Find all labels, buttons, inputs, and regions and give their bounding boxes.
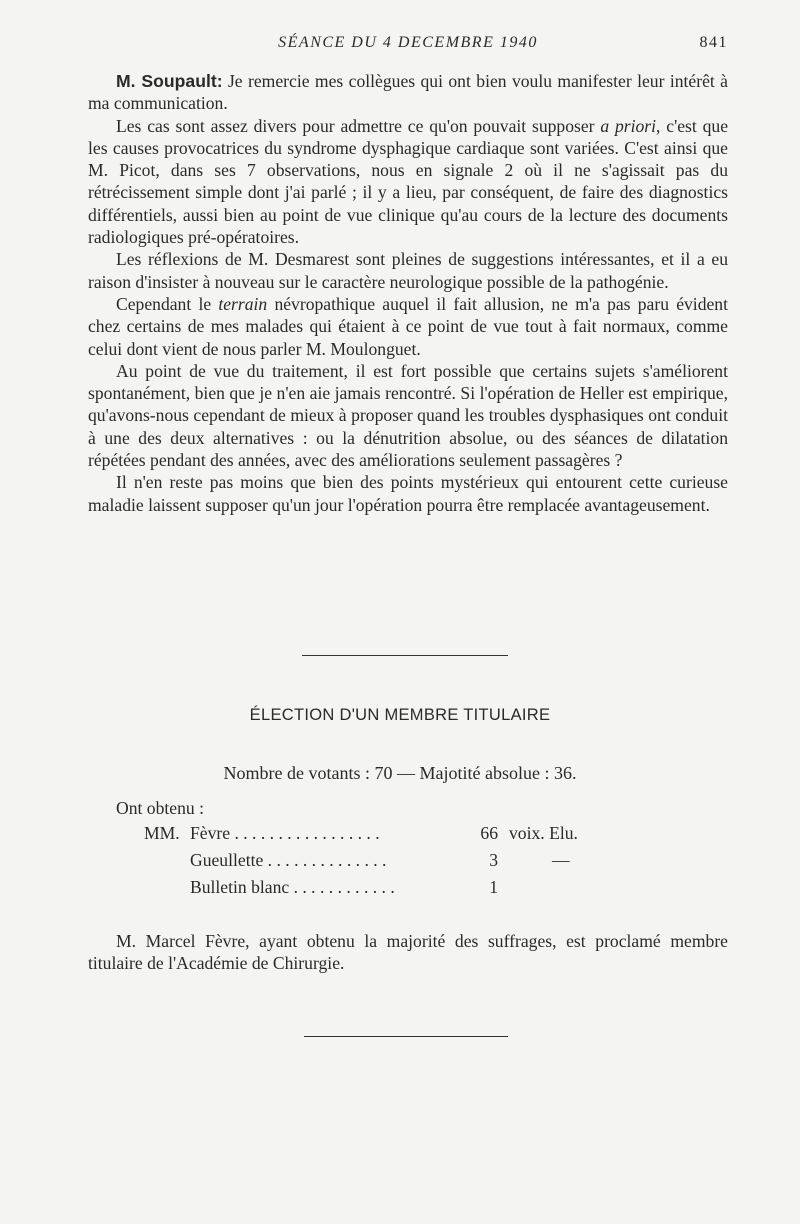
election-conclusion: [88, 930, 728, 975]
vote-suffix: voix. Elu.: [509, 823, 578, 843]
paragraph-4-text-a: Cependant le: [116, 293, 219, 314]
paragraph-2-text-a: Les cas sont assez divers pour admettre ce qu'on pouvait supposer: [116, 115, 601, 136]
mm-label: MM.: [144, 823, 180, 843]
section-divider-bottom: [304, 1036, 508, 1037]
result-row: [0, 850, 800, 876]
running-title: SÉANCE DU 4 DECEMBRE 1940: [278, 34, 538, 51]
italic-terrain: terrain: [218, 293, 268, 314]
candidate-name: Gueullette . . . . . . . . . . . . . .: [190, 850, 387, 870]
paragraph-1-text: Je remercie mes collègues qui ont bien voulu manifester leur intérêt à ma communication.: [88, 71, 728, 114]
obtained-label: Ont obtenu :: [116, 798, 204, 818]
paragraph-2: [88, 115, 728, 249]
paragraph-4-text-b: névropathique auquel il fait allusion, ne m'a pas paru évident chez certains de mes malades qui étaient à ce point de vue tout à fait normaux, comme celui dont vient de nous parler M. Moulonguet.: [88, 293, 728, 359]
paragraph-4: [88, 293, 728, 360]
candidate-name: Bulletin blanc . . . . . . . . . . . .: [190, 877, 395, 897]
conclusion-paragraph: M. Marcel Fèvre, ayant obtenu la majorité des suffrages, est proclamé membre titulaire de l'Académie de Chirurgie.: [88, 931, 728, 974]
result-row: [0, 877, 800, 903]
page-number: 841: [699, 34, 728, 51]
speaker-name: M. Soupault:: [116, 71, 223, 91]
vote-count: 1: [489, 877, 498, 897]
paragraph-2-text-b: , c'est que les causes provocatrices du syndrome dysphagique cardiaque sont variées. C'est ainsi que M. Picot, dans ses 7 observations, nous en signale 2 où il ne s'agissait pas du rétrécissement simple dont j'ai parlé ; il y a lieu, par conséquent, de faire des diagnostics différentiels, aussi bien au point de vue clinique qu'au cours de la lecture des documents radiologiques pré-opératoires.: [88, 115, 728, 248]
paragraph-3: Les réflexions de M. Desmarest sont pleines de suggestions intéressantes, et il a eu raison d'insister à nouveau sur le caractère neurologique possible de la pathogénie.: [88, 249, 728, 292]
section-divider-top: [302, 655, 508, 656]
vote-suffix: —: [552, 850, 570, 870]
italic-a-priori: a priori: [600, 115, 657, 136]
vote-statistics: Nombre de votants : 70 — Majotité absolue : 36.: [223, 763, 577, 783]
discussion-text: [88, 70, 728, 516]
paragraph-1: [88, 70, 728, 115]
vote-count: 66: [480, 823, 498, 843]
paragraph-5: Au point de vue du traitement, il est fort possible que certains sujets s'améliorent spontanément, bien que je n'en aie jamais rencontré. Si l'opération de Heller est empirique, qu'avons-nous cependant de mieux à proposer quand les troubles dysphasiques ont conduit à une des deux alternatives : ou la dénutrition absolue, ou des séances de dilatation répétées pendant des années, avec des améliorations seulement passagères ?: [88, 360, 728, 471]
result-row: [0, 823, 800, 849]
paragraph-6: Il n'en reste pas moins que bien des points mystérieux qui entourent cette curieuse maladie laissent supposer qu'un jour l'opération pourra être remplacée avantageusement.: [88, 472, 728, 515]
candidate-name: Fèvre . . . . . . . . . . . . . . . . .: [190, 823, 380, 843]
vote-count: 3: [489, 850, 498, 870]
election-heading: ÉLECTION D'UN MEMBRE TITULAIRE: [249, 706, 551, 724]
